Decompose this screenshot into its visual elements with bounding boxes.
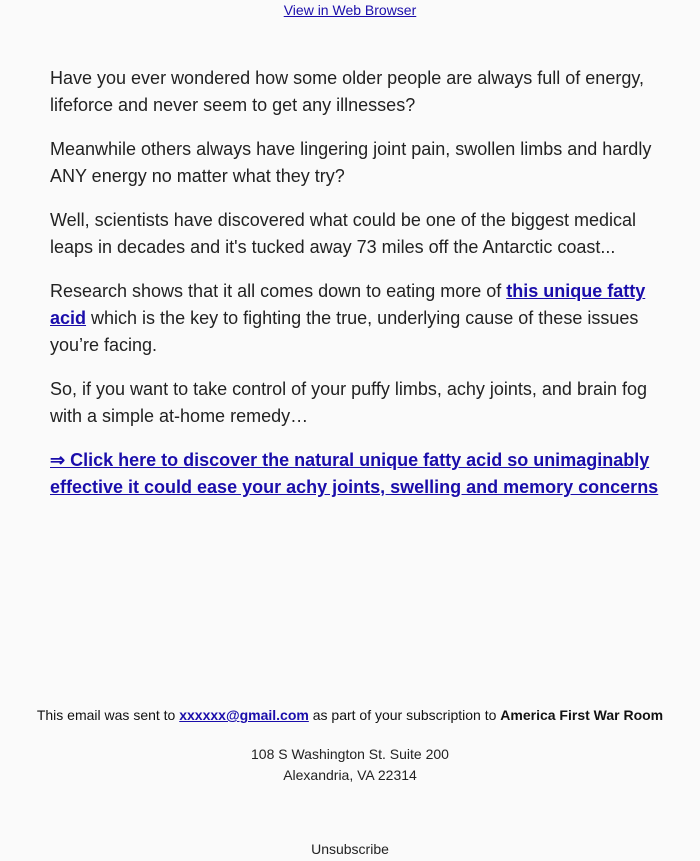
recipient-email-link[interactable]: xxxxxx@gmail.com [179,707,309,723]
paragraph-4-text-before: Research shows that it all comes down to eating more of [50,281,507,301]
organization-name: America First War Room [500,707,664,723]
view-in-browser-row [0,2,700,19]
paragraph-3: Well, scientists have discovered what could be one of the biggest medical leaps in decades and it's tucked away 73 miles off the Antarctic coast... [50,210,636,257]
unsubscribe-row [0,840,700,858]
fatty-acid-link[interactable]: this unique fatty acid [50,281,646,328]
paragraph-4-text-after: which is the key to fighting the true, underlying cause of these issues you’re facing. [50,308,639,355]
cta-link[interactable]: ⇒ Click here to discover the natural unique fatty acid so unimaginably effective it could ease your achy joints, swelling and memory concerns [50,450,659,497]
cta-paragraph [50,447,660,501]
paragraph-4 [50,278,660,359]
unsubscribe-link[interactable]: Unsubscribe [311,841,389,857]
paragraph-1: Have you ever wondered how some older people are always full of energy, lifeforce and never seem to get any illnesses? [50,68,644,115]
footer-sent-middle: as part of your subscription to [308,707,501,723]
footer-address [0,744,700,786]
footer-subscription-notice [0,705,700,725]
paragraph-2: Meanwhile others always have lingering joint pain, swollen limbs and hardly ANY energy no matter what they try? [50,139,652,186]
view-in-browser-link[interactable]: View in Web Browser [283,2,417,18]
footer-sent-prefix: This email was sent to [36,707,180,723]
address-line-1: 108 S Washington St. Suite 200 [251,746,449,762]
email-body [50,65,660,518]
address-line-2: Alexandria, VA 22314 [283,767,417,783]
paragraph-5: So, if you want to take control of your puffy limbs, achy joints, and brain fog with a simple at-home remedy… [50,379,647,426]
